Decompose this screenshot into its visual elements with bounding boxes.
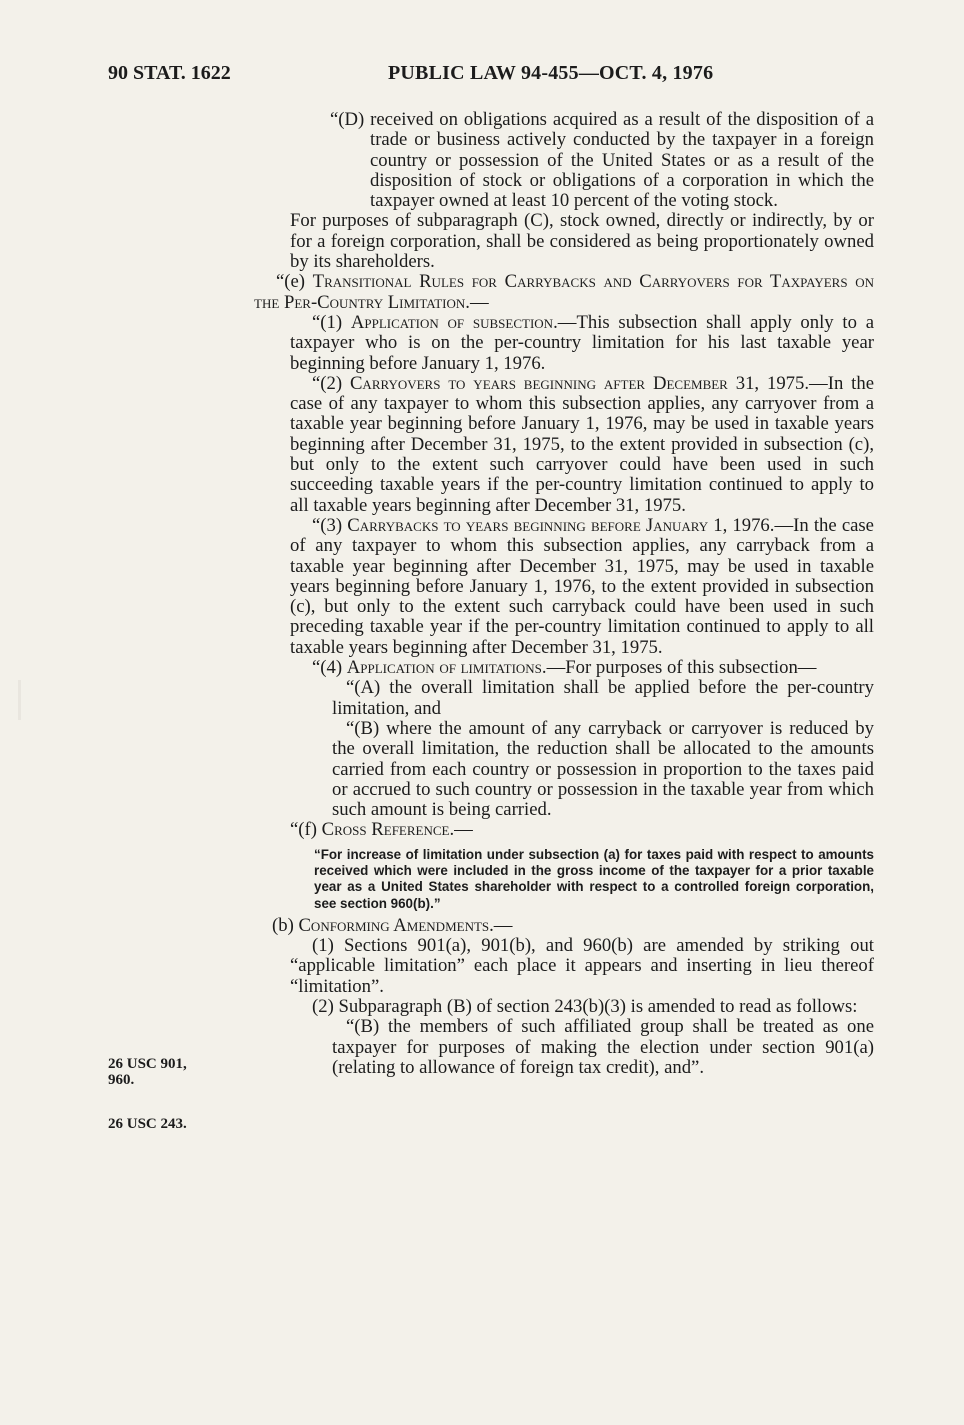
subsection-e-heading xyxy=(254,272,874,313)
subsection-f-title: Cross Reference.— xyxy=(321,819,473,841)
margin-citation-usc-243: 26 USC 243. xyxy=(108,1116,187,1132)
paragraph-e4 xyxy=(290,658,874,678)
section-b-heading xyxy=(272,916,874,936)
paragraph-e1-prefix: “(1) xyxy=(312,311,351,333)
scan-mark xyxy=(18,680,21,720)
paragraph-e3-text: —In the case of any taxpayer to whom this subsection applies, any carryback from a taxable year beginning after December 31, 1975, may be used in taxable years beginning before January 1, 1976, to the extent provided in subsection (c), but only to the extent such carryback could have been used in such preceding taxable year if the per-country limitation continued to apply to all taxable years beginning after December 31, 1975. xyxy=(290,514,874,658)
margin-citation-usc-901: 26 USC 901, 960. xyxy=(108,1056,187,1088)
paragraph-e2 xyxy=(290,374,874,516)
section-b-paragraph-1: (1) Sections 901(a), 901(b), and 960(b) are amended by striking out “applicable limitation” each place it appears and inserting in lieu thereof “limitation”. xyxy=(290,935,874,997)
clause-d: “(D) received on obligations acquired as a result of the disposition of a trade or business actively conducted by the taxpayer in a foreign country or possession of the United States or as a result of the disposition of stock or obligations of a corporation in which the taxpayer owned at least 10 percent of the voting stock. xyxy=(330,109,874,212)
paragraph-e4-text: —For purposes of this subsection— xyxy=(546,657,817,679)
paragraph-e1 xyxy=(290,313,874,374)
paragraph-e3 xyxy=(290,516,874,658)
paragraph-e3-heading: Carrybacks to years beginning before January 1, 1976. xyxy=(347,514,775,536)
paragraph-e2-text: —In the case of any taxpayer to whom this subsection applies, any carryover from a taxable year beginning before January 1, 1976, may be used in taxable years beginning after December 31, 1975, to the extent provided in subsection (c), but only to the extent such carryover could have been used in such succeeding taxable years if the per-country limitation continued to apply to all taxable years beginning after December 31, 1975. xyxy=(290,372,874,516)
subsection-f-heading xyxy=(290,820,874,840)
subsection-e-title: Transitional Rules for Carrybacks and Carryovers for Taxpayers on the Per-Country Limitation.— xyxy=(254,271,874,313)
statute-page-reference: 90 STAT. 1622 xyxy=(108,62,231,84)
paragraph-e4-prefix: “(4) xyxy=(312,657,347,679)
subparagraph-c-note: For purposes of subparagraph (C), stock owned, directly or indirectly, by or for a foreign corporation, shall be considered as being proportionately owned by its shareholders. xyxy=(290,210,874,273)
paragraph-e2-prefix: “(2) xyxy=(312,372,350,394)
subsection-f-prefix: “(f) xyxy=(290,819,322,841)
subparagraph-e4-a: “(A) the overall limitation shall be applied before the per-country limitation, and xyxy=(332,677,874,719)
section-b-quoted-subparagraph: “(B) the members of such affiliated group shall be treated as one taxpayer for purposes of making the election under section 901(a) (relating to allowance of foreign tax credit), and”. xyxy=(332,1016,874,1078)
paragraph-e3-prefix: “(3) xyxy=(312,514,348,536)
page-header xyxy=(108,62,876,92)
statute-body xyxy=(254,109,875,1078)
section-b-prefix: (b) xyxy=(272,914,299,936)
paragraph-e2-heading: Carryovers to years beginning after December 31, 1975. xyxy=(349,372,810,394)
cross-reference-note: “For increase of limitation under subsection (a) for taxes paid with respect to amounts received which were included in the gross income of the taxpayer for a prior taxable year as a United States shareholder with respect to a controlled foreign corporation, see section 960(b).” xyxy=(314,846,874,911)
subparagraph-e4-b: “(B) where the amount of any carryback or carryover is reduced by the overall limitation, the reduction shall be allocated to the amounts carried from each country or possession in proportion to the taxes paid or accrued to such country or possession in the taxable year from which such amount is being carried. xyxy=(332,717,874,821)
section-b-title: Conforming Amendments.— xyxy=(298,914,513,936)
paragraph-e1-heading: Application of subsection. xyxy=(350,311,558,333)
paragraph-e1-text: —This subsection shall apply only to a taxpayer who is on the per-country limitation for his last taxable year beginning before January 1, 1976. xyxy=(290,311,875,374)
subsection-e-prefix: “(e) xyxy=(276,271,313,293)
paragraph-e4-heading: Application of limitations. xyxy=(346,657,547,679)
section-b-paragraph-2: (2) Subparagraph (B) of section 243(b)(3) is amended to read as follows: xyxy=(312,996,858,1018)
public-law-title: PUBLIC LAW 94-455—OCT. 4, 1976 xyxy=(388,62,714,84)
